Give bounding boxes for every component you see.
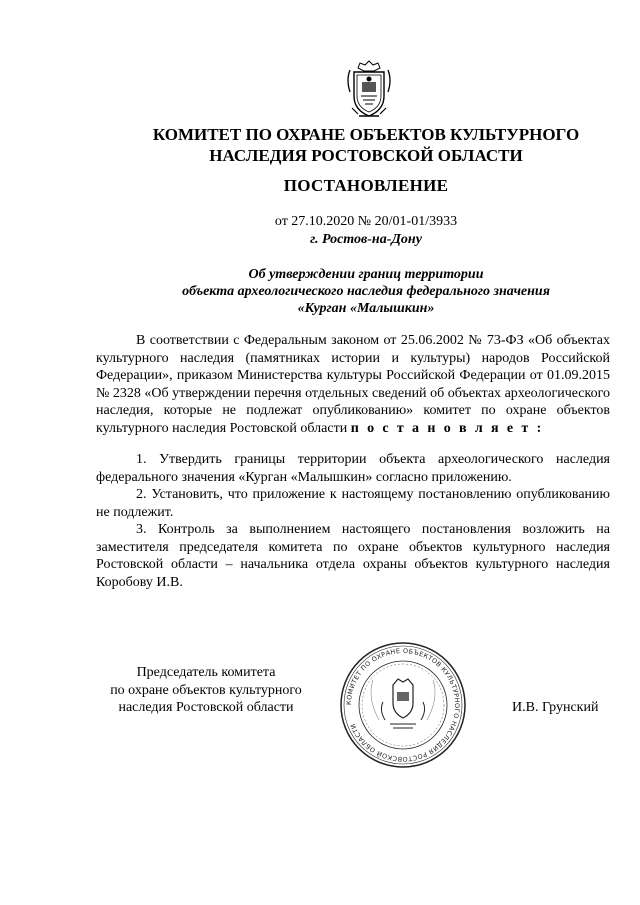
official-seal-icon	[338, 640, 468, 770]
subject-line-2: объекта археологического наследия федерального значения	[182, 284, 550, 299]
preamble-text: В соответствии с Федеральным законом от 25.06.2002 № 73-ФЗ «Об объектах культурного наследия (памятниках истории и культуры) народов Российской Федерации», приказом Министерства культуры Российской Федерации от 01.09.2015 № 2328 «Об утверждении перечня отдельных сведений об объектах археологического наследия, которые не подлежат опубликованию» комитет по охране объектов культурного наследия Ростовской области	[96, 333, 610, 436]
decree-items	[96, 451, 610, 591]
signatory-title-line-2: по охране объектов культурного	[110, 682, 302, 698]
decree-item-2: 2. Установить, что приложение к настоящему постановлению опубликованию не подлежит.	[96, 487, 610, 520]
decree-item-1: 1. Утвердить границы территории объекта археологического наследия федерального значения «Курган «Малышкин» согласно приложению.	[96, 452, 610, 485]
decree-word: п о с т а н о в л я е т :	[350, 420, 544, 436]
seal-text: КОМИТЕТ ПО ОХРАНЕ ОБЪЕКТОВ КУЛЬТУРНОГО НАСЛЕДИЯ РОСТОВСКОЙ ОБЛАСТИ	[344, 646, 462, 764]
preamble-paragraph	[96, 332, 610, 437]
organization-name	[96, 124, 636, 166]
subject-line-1: Об утверждении границ территории	[248, 267, 484, 282]
signatory-title	[96, 664, 316, 717]
document-body	[96, 332, 610, 591]
signatory-title-line-1: Председатель комитета	[136, 665, 276, 680]
coat-of-arms-icon	[344, 58, 394, 122]
document-type: ПОСТАНОВЛЕНИЕ	[283, 176, 449, 195]
signer-name: И.В. Грунский	[512, 700, 599, 715]
document-city: г. Ростов-на-Дону	[310, 232, 422, 247]
org-line-1: КОМИТЕТ ПО ОХРАНЕ ОБЪЕКТОВ КУЛЬТУРНОГО	[152, 125, 580, 144]
document-subject	[96, 266, 636, 317]
svg-text:КОМИТЕТ ПО ОХРАНЕ ОБЪЕКТОВ КУЛ	[345, 647, 461, 763]
signatory-title-line-3: наследия Ростовской области	[118, 700, 294, 715]
subject-line-3: «Курган «Малышкин»	[297, 301, 435, 316]
org-line-2: НАСЛЕДИЯ РОСТОВСКОЙ ОБЛАСТИ	[209, 146, 523, 165]
document-date-number: от 27.10.2020 № 20/01-01/3933	[274, 214, 458, 229]
decree-item-3: 3. Контроль за выполнением настоящего постановления возложить на заместителя председателя комитета по охране объектов культурного наследия Ростовской области – начальника отдела охраны объектов культурного наследия Коробову И.В.	[96, 522, 610, 590]
